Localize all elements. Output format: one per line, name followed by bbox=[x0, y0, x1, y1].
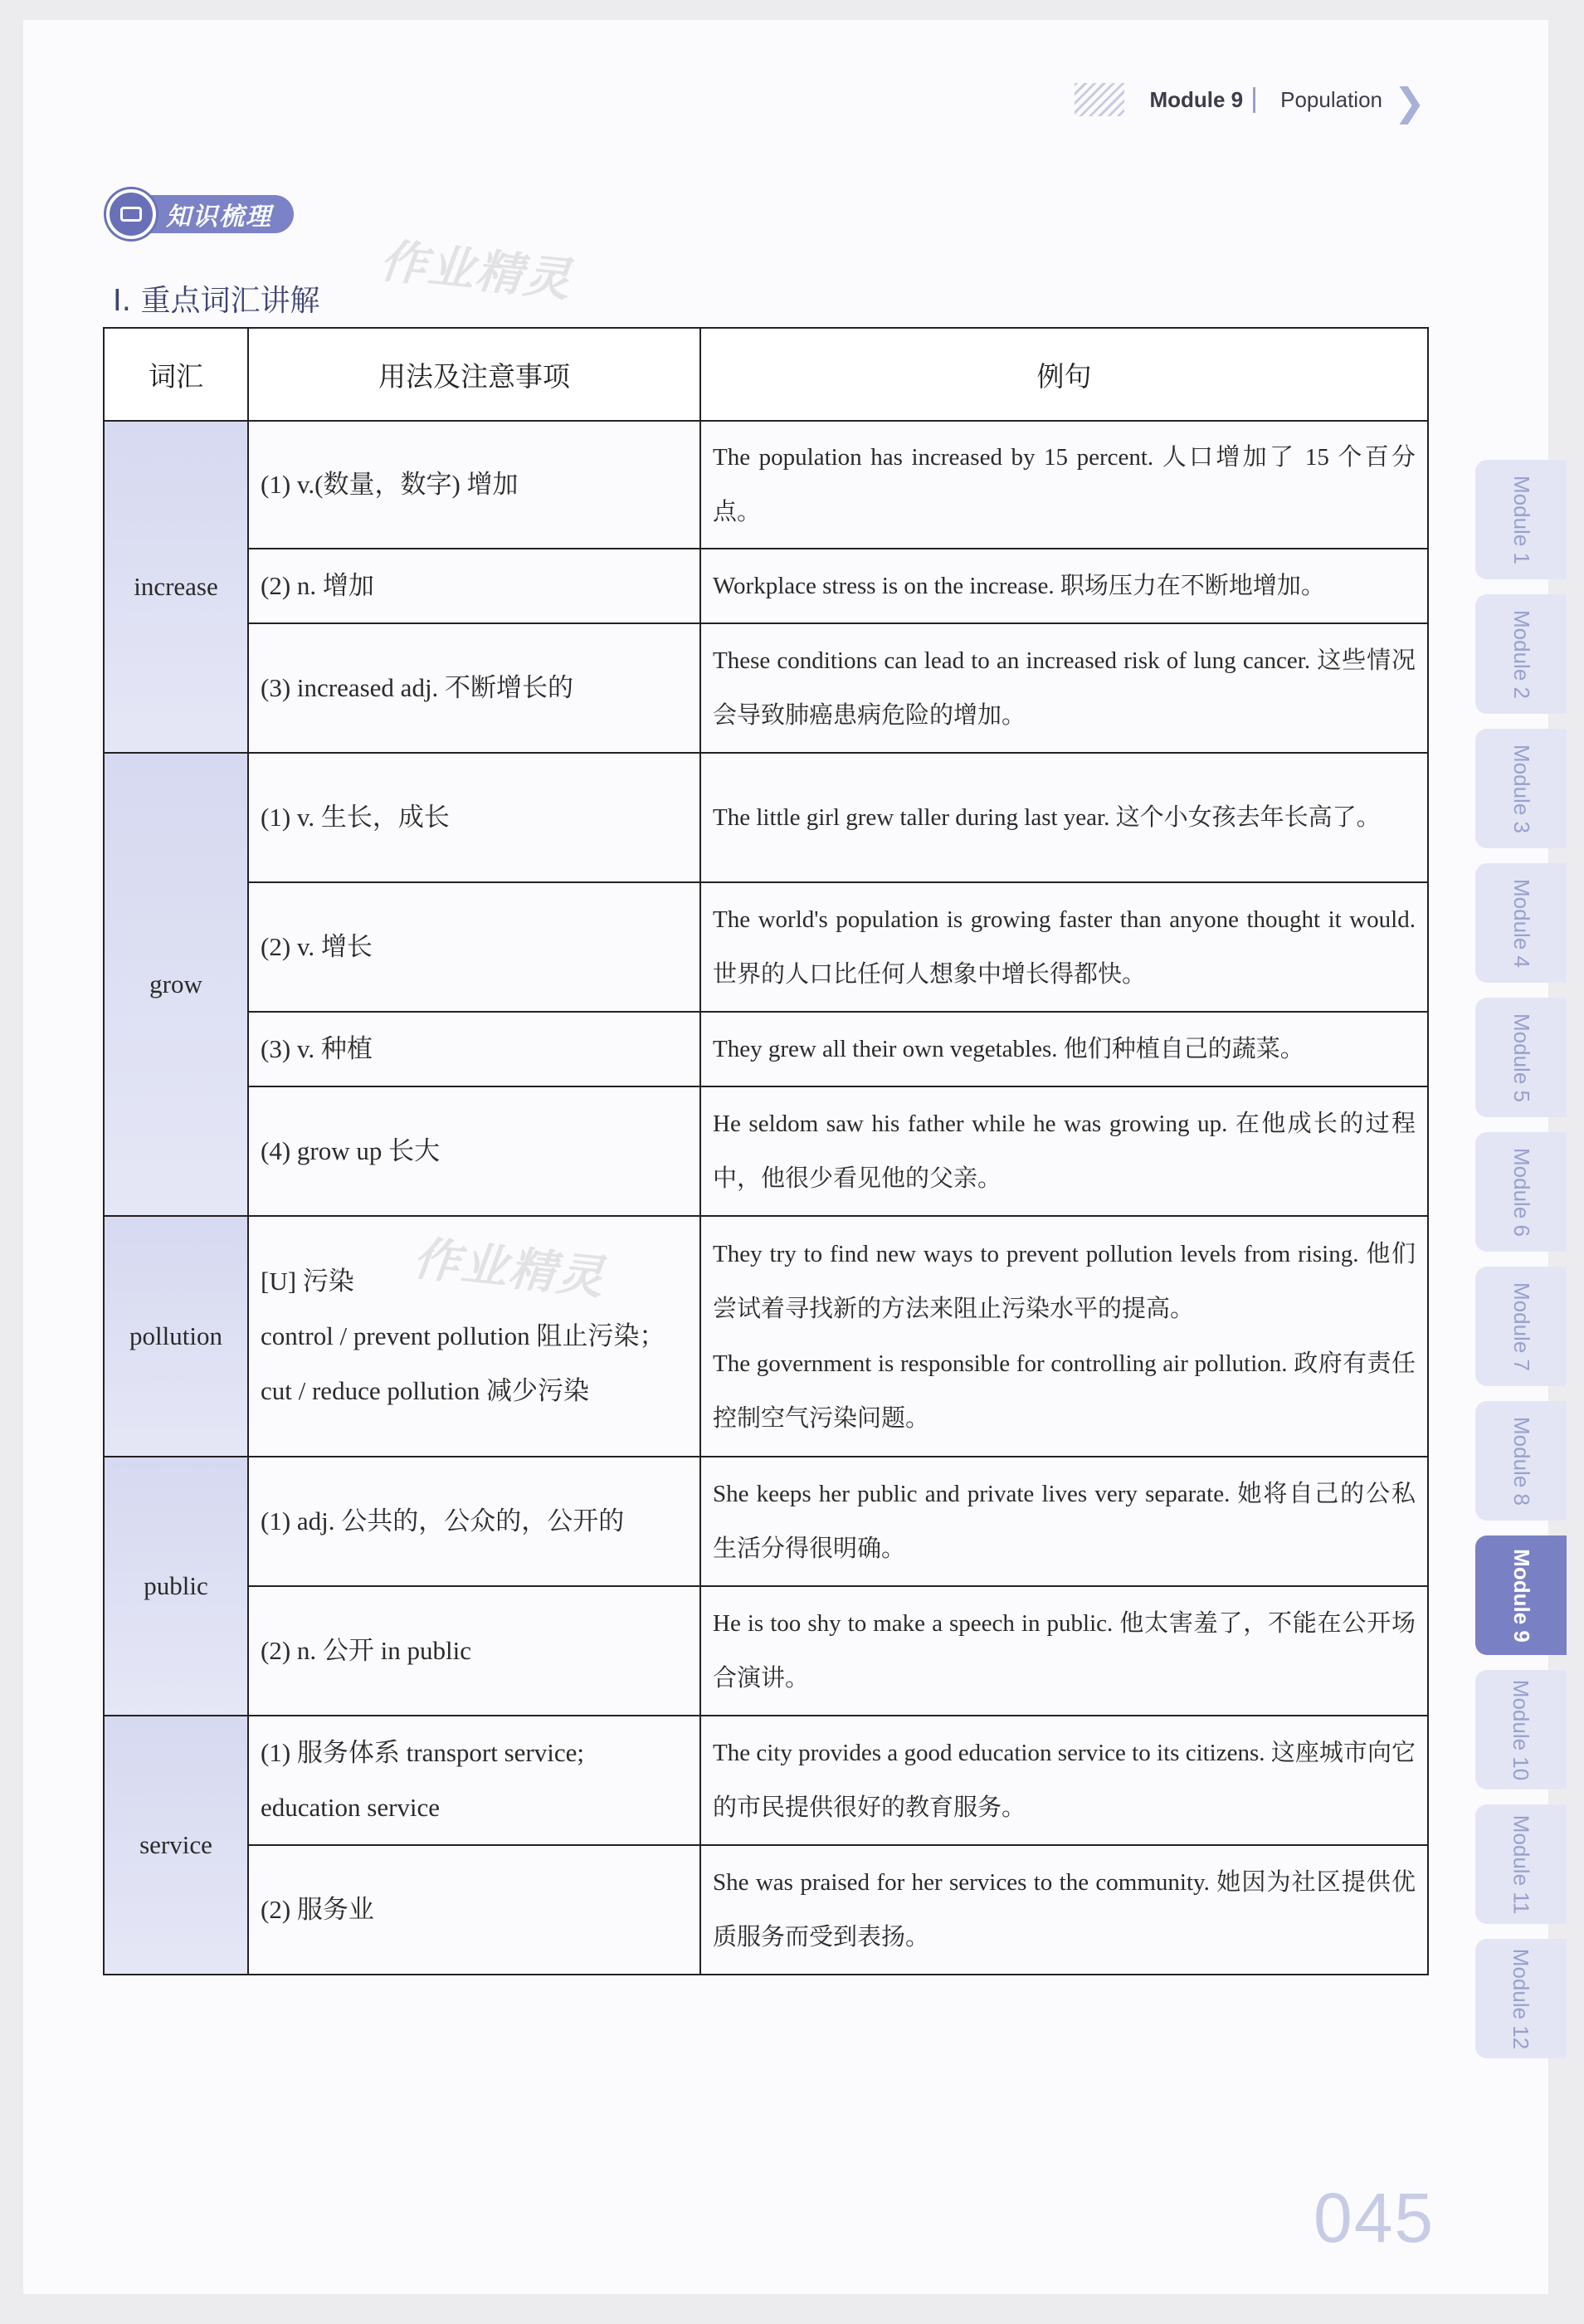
usage-cell bbox=[248, 753, 700, 882]
vocab-word: grow bbox=[104, 753, 248, 1216]
table-row bbox=[104, 1457, 1428, 1586]
tab-label: Module 1 bbox=[1508, 475, 1534, 564]
vocab-word: service bbox=[104, 1716, 248, 1975]
tab-label: Module 11 bbox=[1508, 1814, 1534, 1914]
example-sentence: The city provides a good education service to its citizens. 这座城市向它的市民提供很好的教育服务。 bbox=[713, 1740, 1416, 1821]
tab-label: Module 5 bbox=[1508, 1013, 1534, 1102]
example-cell bbox=[700, 549, 1428, 623]
section-subheading: I. 重点词汇讲解 bbox=[113, 284, 320, 318]
table-row bbox=[104, 623, 1428, 753]
usage-line: (2) n. 公开 in public bbox=[261, 1636, 471, 1665]
usage-line: (2) n. 增加 bbox=[261, 571, 374, 600]
tab-module-10[interactable] bbox=[1475, 1670, 1567, 1789]
example-sentence: He is too shy to make a speech in public. 他太害羞了，不能在公开场合演讲。 bbox=[713, 1610, 1416, 1692]
header-title: Population bbox=[1280, 86, 1382, 112]
table-row bbox=[104, 1086, 1428, 1216]
usage-cell bbox=[248, 1457, 700, 1586]
usage-cell bbox=[248, 1586, 700, 1716]
usage-cell bbox=[248, 882, 700, 1012]
example-cell bbox=[700, 1012, 1428, 1086]
table-row bbox=[104, 882, 1428, 1012]
chevron-right-icon: ❯ bbox=[1393, 80, 1426, 124]
example-cell bbox=[700, 1845, 1428, 1975]
page-header bbox=[1075, 78, 1426, 124]
tab-module-2[interactable] bbox=[1475, 594, 1567, 714]
example-sentence: She was praised for her services to the community. 她因为社区提供优质服务而受到表扬。 bbox=[713, 1869, 1416, 1950]
usage-line: (3) increased adj. 不断增长的 bbox=[261, 673, 574, 702]
tab-label: Module 8 bbox=[1508, 1416, 1534, 1506]
table-row bbox=[104, 1012, 1428, 1086]
header-module-label: Module 9 bbox=[1149, 87, 1255, 113]
tab-module-12[interactable] bbox=[1475, 1939, 1567, 2058]
tab-module-8[interactable] bbox=[1475, 1401, 1567, 1521]
usage-line: cut / reduce pollution 减少污染 bbox=[261, 1376, 590, 1405]
usage-line: (2) 服务业 bbox=[261, 1895, 374, 1924]
vocab-word: increase bbox=[104, 421, 248, 753]
example-cell bbox=[700, 1716, 1428, 1845]
page-number: 045 bbox=[1314, 2179, 1435, 2257]
usage-cell bbox=[248, 623, 700, 753]
tab-label: Module 9 bbox=[1508, 1548, 1534, 1643]
usage-line: (3) v. 种植 bbox=[261, 1034, 373, 1063]
example-cell bbox=[700, 421, 1428, 549]
header-stripe-decoration bbox=[1075, 83, 1124, 116]
tab-label: Module 4 bbox=[1508, 878, 1534, 968]
usage-line: (1) v. 生长，成长 bbox=[261, 803, 450, 832]
example-sentence: These conditions can lead to an increased risk of lung cancer. 这些情况会导致肺癌患病危险的增加。 bbox=[713, 647, 1416, 729]
vocabulary-table bbox=[103, 327, 1429, 1975]
usage-cell bbox=[248, 1086, 700, 1216]
example-cell bbox=[700, 753, 1428, 882]
watermark: 作业精灵 bbox=[410, 1232, 608, 1306]
tab-module-3[interactable] bbox=[1475, 729, 1567, 848]
section-badge-label: 知识梳理 bbox=[144, 195, 294, 233]
usage-line: (2) v. 增长 bbox=[261, 932, 373, 961]
usage-line: control / prevent pollution 阻止污染； bbox=[261, 1321, 665, 1350]
module-side-tabs bbox=[1475, 460, 1567, 2073]
usage-cell bbox=[248, 421, 700, 549]
header-cell-word: 词汇 bbox=[104, 328, 248, 421]
usage-cell bbox=[248, 1716, 700, 1845]
textbook-page bbox=[23, 20, 1548, 2294]
usage-line: (1) adj. 公共的，公众的，公开的 bbox=[261, 1506, 625, 1536]
table-row bbox=[104, 421, 1428, 549]
vocab-word: pollution bbox=[104, 1216, 248, 1457]
tab-module-9[interactable] bbox=[1475, 1536, 1567, 1655]
vocab-word: public bbox=[104, 1457, 248, 1716]
table-row bbox=[104, 1216, 1428, 1457]
book-icon bbox=[106, 189, 156, 239]
example-sentence: Workplace stress is on the increase. 职场压力在不断地增加。 bbox=[713, 573, 1325, 599]
usage-line: (1) v.(数量，数字) 增加 bbox=[261, 470, 519, 499]
usage-line: (4) grow up 长大 bbox=[261, 1136, 441, 1165]
tab-module-11[interactable] bbox=[1475, 1804, 1567, 1924]
tab-label: Module 12 bbox=[1508, 1948, 1534, 2049]
tab-module-1[interactable] bbox=[1475, 460, 1567, 579]
example-sentence: He seldom saw his father while he was growing up. 在他成长的过程中，他很少看见他的父亲。 bbox=[713, 1111, 1416, 1192]
tab-module-5[interactable] bbox=[1475, 998, 1567, 1117]
watermark: 作业精灵 bbox=[377, 234, 575, 308]
tab-module-7[interactable] bbox=[1475, 1267, 1567, 1386]
tab-module-6[interactable] bbox=[1475, 1132, 1567, 1252]
tab-module-4[interactable] bbox=[1475, 863, 1567, 983]
tab-label: Module 6 bbox=[1508, 1147, 1534, 1237]
tab-label: Module 10 bbox=[1508, 1679, 1534, 1780]
table-row bbox=[104, 1586, 1428, 1716]
example-sentence: The world's population is growing faster than anyone thought it would. 世界的人口比任何人想象中增长得都快。 bbox=[713, 906, 1416, 988]
table-header-row bbox=[104, 328, 1428, 421]
example-cell bbox=[700, 1586, 1428, 1716]
example-sentence: She keeps her public and private lives very separate. 她将自己的公私生活分得很明确。 bbox=[713, 1481, 1416, 1562]
example-sentence: The population has increased by 15 percent. 人口增加了 15 个百分点。 bbox=[713, 444, 1416, 525]
usage-cell bbox=[248, 1012, 700, 1086]
tab-label: Module 7 bbox=[1508, 1282, 1534, 1371]
table-row bbox=[104, 1716, 1428, 1845]
example-cell bbox=[700, 1086, 1428, 1216]
example-cell bbox=[700, 1216, 1428, 1457]
table-row bbox=[104, 753, 1428, 882]
example-sentence: The little girl grew taller during last year. 这个小女孩去年长高了。 bbox=[713, 804, 1381, 831]
example-cell bbox=[700, 1457, 1428, 1586]
tab-label: Module 2 bbox=[1508, 609, 1534, 699]
header-cell-example: 例句 bbox=[700, 328, 1428, 421]
example-sentence: The government is responsible for controlling air pollution. 政府有责任控制空气污染问题。 bbox=[713, 1350, 1416, 1432]
usage-cell bbox=[248, 549, 700, 623]
example-cell bbox=[700, 882, 1428, 1012]
table-row bbox=[104, 1845, 1428, 1975]
header-cell-usage: 用法及注意事项 bbox=[248, 328, 700, 421]
example-cell bbox=[700, 623, 1428, 753]
usage-line: [U] 污染 bbox=[261, 1267, 354, 1296]
usage-line: (1) 服务体系 transport service; education service bbox=[261, 1738, 584, 1822]
example-sentence: They try to find new ways to prevent pollution levels from rising. 他们尝试着寻找新的方法来阻止污染水平的提高。 bbox=[713, 1241, 1416, 1322]
example-sentence: They grew all their own vegetables. 他们种植自己的蔬菜。 bbox=[713, 1036, 1304, 1062]
tab-label: Module 3 bbox=[1508, 744, 1534, 833]
table-row bbox=[104, 549, 1428, 623]
section-badge bbox=[106, 190, 294, 238]
usage-cell bbox=[248, 1845, 700, 1975]
